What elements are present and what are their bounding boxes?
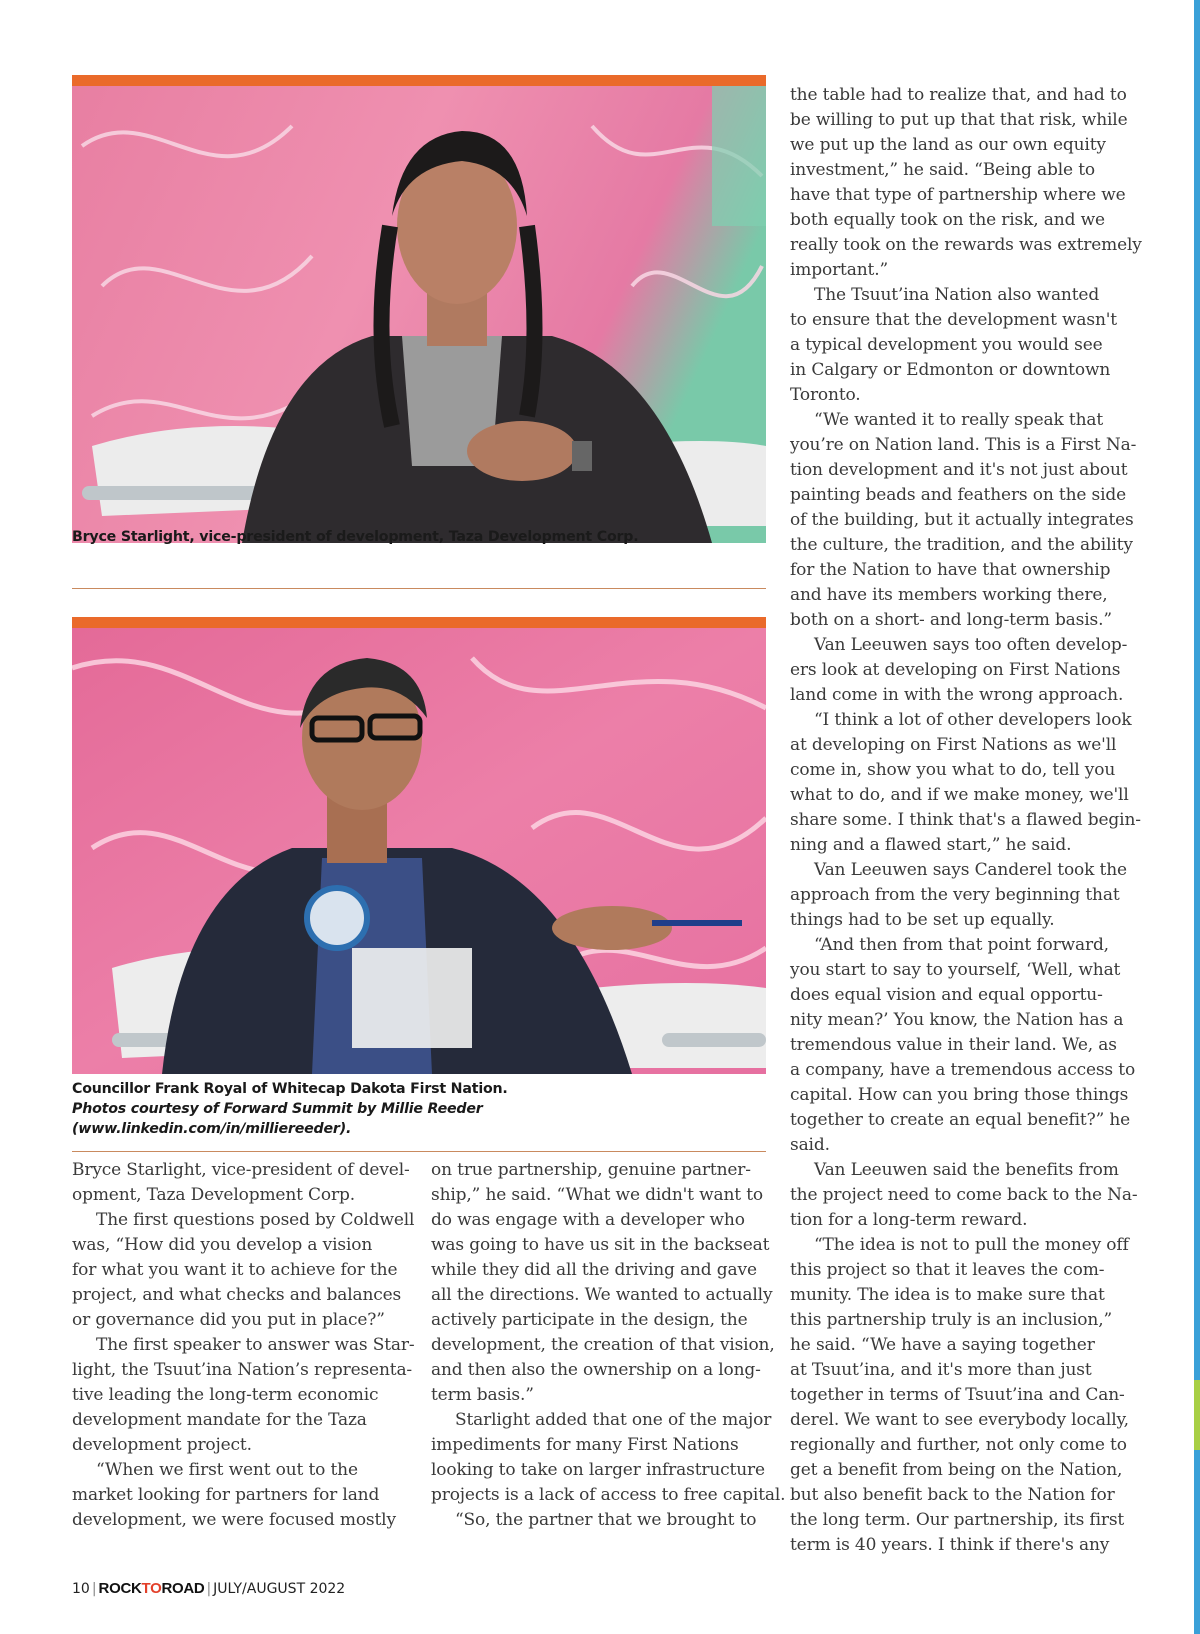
text-line: project, and what checks and balances — [72, 1285, 402, 1305]
text-line: does equal vision and equal opportu- — [790, 985, 1103, 1005]
text-line: actively participate in the design, the — [431, 1310, 748, 1330]
text-line: while they did all the driving and gave — [431, 1260, 757, 1280]
text-line: a company, have a tremendous access to — [790, 1060, 1136, 1080]
text-line: together in terms of Tsuut’ina and Can- — [790, 1385, 1125, 1405]
text-line: ers look at developing on First Nations — [790, 660, 1121, 680]
text-line: you start to say to yourself, ‘Well, what — [790, 960, 1121, 980]
text-line: development, the creation of that vision, — [431, 1335, 775, 1355]
text-line: the table had to realize that, and had to — [790, 85, 1127, 105]
logo-part: ROCK — [98, 1580, 142, 1597]
text-line: the project need to come back to the Na- — [790, 1185, 1138, 1205]
text-line: this partnership truly is an inclusion,” — [790, 1310, 1112, 1330]
text-line: really took on the rewards was extremely — [790, 235, 1142, 255]
text-line: tive leading the long-term economic — [72, 1385, 379, 1405]
text-line: to ensure that the development wasn't — [790, 310, 1117, 330]
text-line: all the directions. We wanted to actually — [431, 1285, 773, 1305]
page-footer — [72, 1580, 345, 1597]
text-line: development mandate for the Taza — [72, 1410, 367, 1430]
text-line: investment,” he said. “Being able to — [790, 160, 1095, 180]
text-line: the culture, the tradition, and the ability — [790, 535, 1133, 555]
text-line: both equally took on the risk, and we — [790, 210, 1105, 230]
page-number: 10 — [72, 1581, 90, 1597]
text-line: ning and a flawed start,” he said. — [790, 835, 1072, 855]
photo-caption — [72, 1079, 766, 1139]
text-column-middle — [431, 1158, 786, 1533]
text-line: be willing to put up that that risk, while — [790, 110, 1128, 130]
text-line: but also benefit back to the Nation for — [790, 1485, 1115, 1505]
text-line: approach from the very beginning that — [790, 885, 1120, 905]
text-line: impediments for many First Nations — [431, 1435, 739, 1455]
text-line: “So, the partner that we brought to — [455, 1510, 757, 1530]
text-line: you’re on Nation land. This is a First Na- — [790, 435, 1137, 455]
text-line: “When we first went out to the — [96, 1460, 358, 1480]
text-line: was going to have us sit in the backseat — [431, 1235, 770, 1255]
text-line: get a benefit from being on the Nation, — [790, 1460, 1123, 1480]
text-line: come in, show you what to do, tell you — [790, 760, 1116, 780]
text-line: “The idea is not to pull the money off — [814, 1235, 1129, 1255]
text-line: Starlight added that one of the major — [455, 1410, 772, 1430]
issue-date: JULY/AUGUST 2022 — [213, 1581, 346, 1597]
text-line: munity. The idea is to make sure that — [790, 1285, 1105, 1305]
text-line: painting beads and feathers on the side — [790, 485, 1127, 505]
text-line: capital. How can you bring those things — [790, 1085, 1129, 1105]
text-line: on true partnership, genuine partner- — [431, 1160, 751, 1180]
text-line: “And then from that point forward, — [814, 935, 1109, 955]
text-line: for the Nation to have that ownership — [790, 560, 1111, 580]
text-line: market looking for partners for land — [72, 1485, 380, 1505]
section-divider — [72, 588, 766, 589]
photo-caption: Bryce Starlight, vice-president of development, Taza Development Corp. — [72, 529, 639, 545]
text-line: The first speaker to answer was Star- — [96, 1335, 415, 1355]
text-line: important.” — [790, 260, 888, 280]
text-line: Toronto. — [790, 385, 861, 405]
text-line: things had to be set up equally. — [790, 910, 1055, 930]
photo-top-bar — [72, 75, 766, 86]
text-line: share some. I think that's a flawed begin- — [790, 810, 1141, 830]
text-line: tion development and it's not just about — [790, 460, 1128, 480]
text-line: land come in with the wrong approach. — [790, 685, 1124, 705]
text-line: derel. We want to see everybody locally, — [790, 1410, 1129, 1430]
page-edge-tab — [1194, 1380, 1200, 1450]
text-line: and then also the ownership on a long- — [431, 1360, 761, 1380]
text-line: do was engage with a developer who — [431, 1210, 745, 1230]
text-line: or governance did you put in place?” — [72, 1310, 385, 1330]
text-line: opment, Taza Development Corp. — [72, 1185, 355, 1205]
footer-separator: | — [91, 1581, 97, 1597]
text-line: said. — [790, 1135, 830, 1155]
text-line: Van Leeuwen says too often develop- — [814, 635, 1128, 655]
text-line: term basis.” — [431, 1385, 534, 1405]
photo-credit: Photos courtesy of Forward Summit by Millie Reeder (www.linkedin.com/in/milliereeder). — [72, 1101, 483, 1137]
text-line: Van Leeuwen said the benefits from — [814, 1160, 1119, 1180]
logo-part-accent: TO — [141, 1580, 162, 1597]
text-column-right — [790, 83, 1142, 1558]
text-line: ship,” he said. “What we didn't want to — [431, 1185, 764, 1205]
text-line: at developing on First Nations as we'll — [790, 735, 1117, 755]
photo-bryce-starlight — [72, 86, 766, 543]
text-line: The first questions posed by Coldwell — [96, 1210, 415, 1230]
text-line: this project so that it leaves the com- — [790, 1260, 1105, 1280]
photo-frank-royal — [72, 628, 766, 1074]
text-line: we put up the land as our own equity — [790, 135, 1106, 155]
text-line: a typical development you would see — [790, 335, 1103, 355]
photo-top-bar — [72, 617, 766, 628]
text-line: term is 40 years. I think if there's any — [790, 1535, 1110, 1555]
text-line: light, the Tsuut’ina Nation’s representa- — [72, 1360, 413, 1380]
text-line: development, we were focused mostly — [72, 1510, 396, 1530]
text-line: was, “How did you develop a vision — [72, 1235, 373, 1255]
text-line: what to do, and if we make money, we'll — [790, 785, 1129, 805]
text-line: he said. “We have a saying together — [790, 1335, 1095, 1355]
caption-text: Councillor Frank Royal of Whitecap Dakota First Nation. — [72, 1081, 508, 1097]
text-line: The Tsuut’ina Nation also wanted — [814, 285, 1100, 305]
text-line: for what you want it to achieve for the — [72, 1260, 398, 1280]
footer-separator: | — [206, 1581, 212, 1597]
text-line: projects is a lack of access to free capital. — [431, 1485, 786, 1505]
logo-part: ROAD — [161, 1580, 205, 1597]
text-column-left — [72, 1158, 415, 1533]
text-line: tremendous value in their land. We, as — [790, 1035, 1117, 1055]
text-line: together to create an equal benefit?” he — [790, 1110, 1131, 1130]
text-line: regionally and further, not only come to — [790, 1435, 1127, 1455]
text-line: looking to take on larger infrastructure — [431, 1460, 765, 1480]
text-line: of the building, but it actually integrates — [790, 510, 1134, 530]
text-line: “I think a lot of other developers look — [814, 710, 1132, 730]
text-line: the long term. Our partnership, its first — [790, 1510, 1125, 1530]
text-line: Van Leeuwen says Canderel took the — [814, 860, 1127, 880]
text-line: Bryce Starlight, vice-president of devel- — [72, 1160, 410, 1180]
text-line: have that type of partnership where we — [790, 185, 1126, 205]
section-divider — [72, 1151, 766, 1152]
text-line: at Tsuut’ina, and it's more than just — [790, 1360, 1092, 1380]
text-line: nity mean?’ You know, the Nation has a — [790, 1010, 1124, 1030]
text-line: in Calgary or Edmonton or downtown — [790, 360, 1111, 380]
text-line: development project. — [72, 1435, 252, 1455]
text-line: tion for a long-term reward. — [790, 1210, 1028, 1230]
text-line: and have its members working there, — [790, 585, 1108, 605]
text-line: both on a short- and long-term basis.” — [790, 610, 1112, 630]
magazine-logo — [99, 1580, 205, 1597]
text-line: “We wanted it to really speak that — [814, 410, 1104, 430]
